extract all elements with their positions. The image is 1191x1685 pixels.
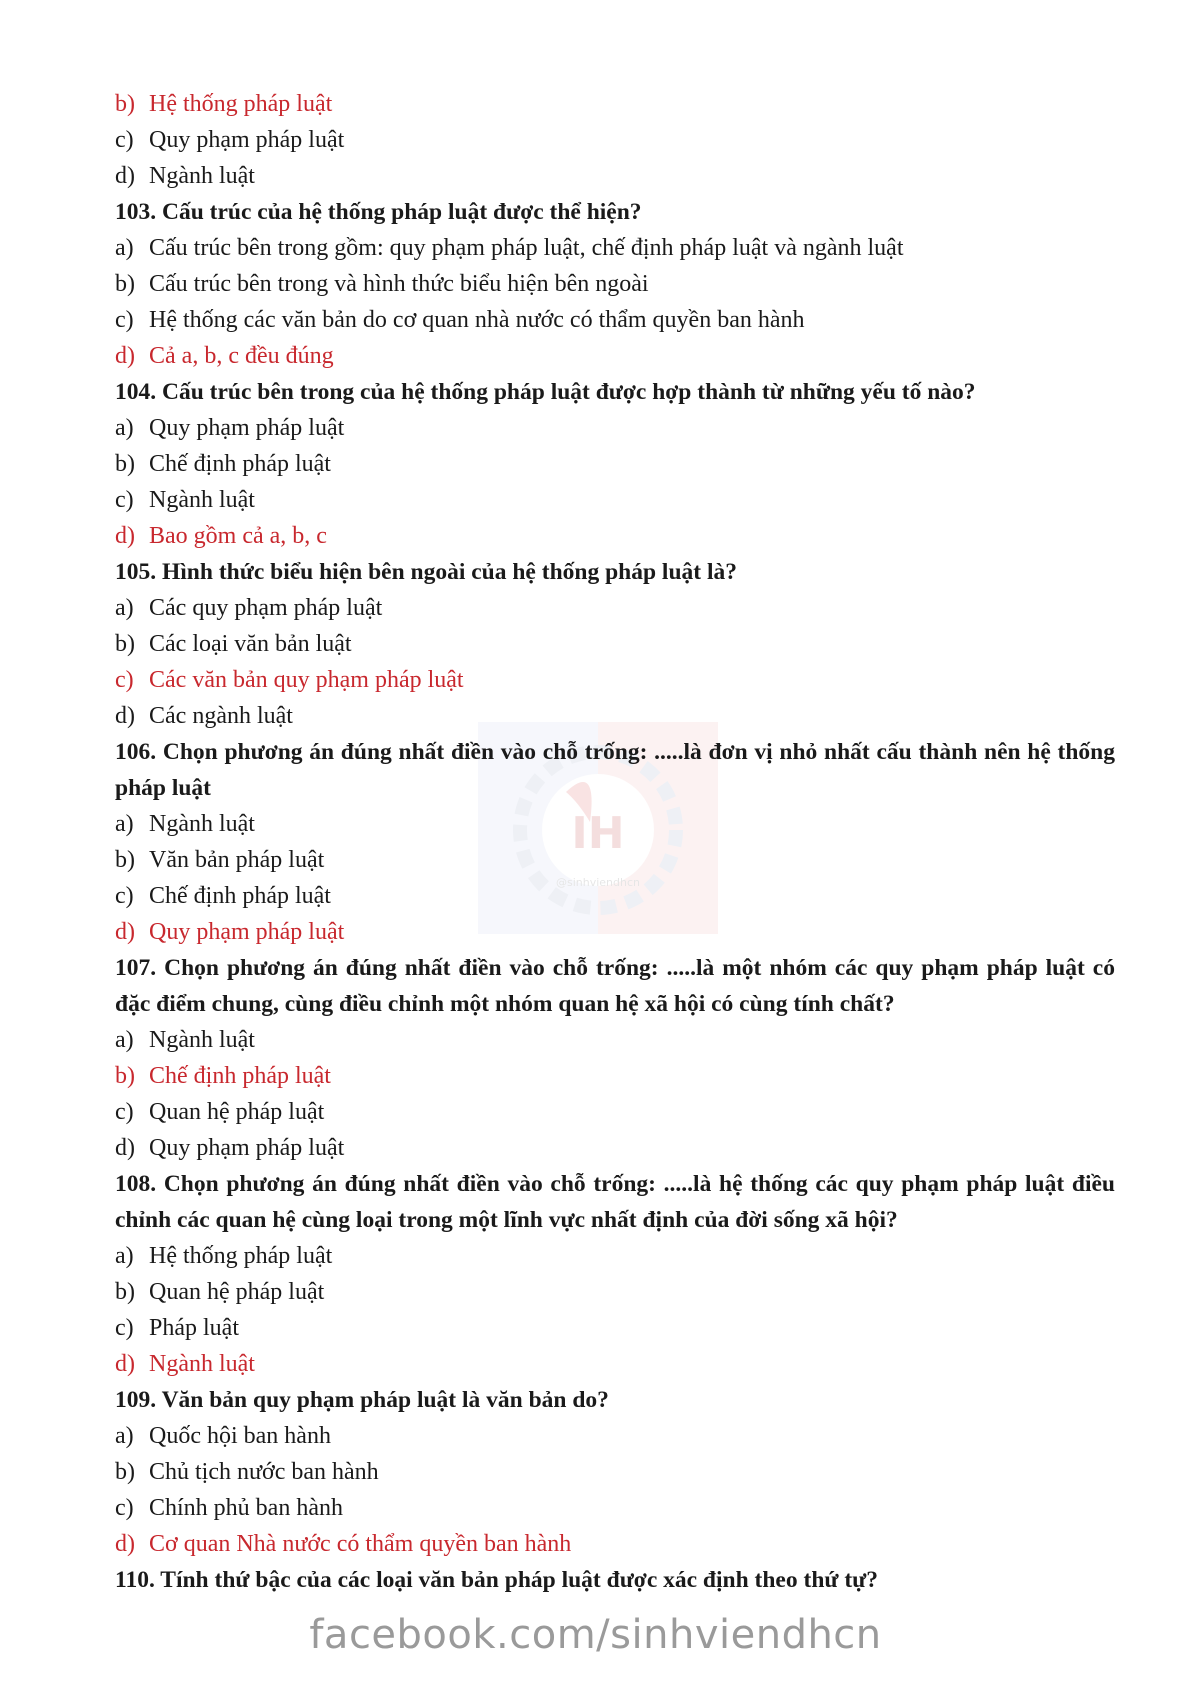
option-text: Chế định pháp luật xyxy=(149,883,331,909)
option-key: d) xyxy=(115,1351,135,1377)
answer-option xyxy=(115,1418,1115,1454)
answer-option-correct xyxy=(115,86,1115,122)
answer-option xyxy=(115,842,1115,878)
option-key: a) xyxy=(115,1423,134,1449)
option-text: Quy phạm pháp luật xyxy=(149,919,345,945)
answer-option xyxy=(115,446,1115,482)
option-text: Các quy phạm pháp luật xyxy=(149,595,383,621)
answer-option xyxy=(115,878,1115,914)
svg-text:IH: IH xyxy=(571,808,625,859)
option-key: b) xyxy=(115,451,135,477)
option-text: Chế định pháp luật xyxy=(149,1063,331,1089)
option-key: c) xyxy=(115,883,134,909)
answer-option xyxy=(115,410,1115,446)
answer-option-correct xyxy=(115,914,1115,950)
answer-option-correct xyxy=(115,1346,1115,1382)
answer-option xyxy=(115,806,1115,842)
answer-option xyxy=(115,698,1115,734)
option-text: Quốc hội ban hành xyxy=(149,1423,331,1449)
option-key: d) xyxy=(115,523,135,549)
option-key: d) xyxy=(115,163,135,189)
option-key: a) xyxy=(115,811,134,837)
option-key: d) xyxy=(115,919,135,945)
option-text: Các ngành luật xyxy=(149,703,293,729)
option-key: b) xyxy=(115,271,135,297)
option-key: c) xyxy=(115,487,134,513)
option-key: a) xyxy=(115,595,134,621)
answer-option-correct xyxy=(115,338,1115,374)
option-text: Quan hệ pháp luật xyxy=(149,1099,325,1125)
answer-option xyxy=(115,1454,1115,1490)
option-text: Quan hệ pháp luật xyxy=(149,1279,325,1305)
question-heading: 104. Cấu trúc bên trong của hệ thống pháp luật được hợp thành từ những yếu tố nào? xyxy=(115,379,976,405)
option-key: b) xyxy=(115,1459,135,1485)
answer-option xyxy=(115,590,1115,626)
option-text: Quy phạm pháp luật xyxy=(149,1135,345,1161)
option-text: Ngành luật xyxy=(149,811,255,837)
answer-option xyxy=(115,230,1115,266)
svg-text:@sinhviendhcn: @sinhviendhcn xyxy=(555,876,641,889)
option-text: Chính phủ ban hành xyxy=(149,1495,343,1521)
option-text: Pháp luật xyxy=(149,1315,239,1341)
option-key: c) xyxy=(115,1099,134,1125)
option-key: d) xyxy=(115,703,135,729)
option-key: b) xyxy=(115,1279,135,1305)
document-page xyxy=(115,86,1115,1598)
answer-option xyxy=(115,1094,1115,1130)
answer-option xyxy=(115,158,1115,194)
question-heading: 108. Chọn phương án đúng nhất điền vào chỗ trống: .....là hệ thống các quy phạm pháp luật điều chỉnh các quan hệ cùng loại trong một lĩnh vực nhất định của đời sống xã hội? xyxy=(115,1171,1115,1233)
answer-option xyxy=(115,122,1115,158)
option-key: a) xyxy=(115,235,134,261)
option-key: c) xyxy=(115,667,134,693)
answer-option xyxy=(115,1130,1115,1166)
option-key: b) xyxy=(115,91,135,117)
option-text: Cơ quan Nhà nước có thẩm quyền ban hành xyxy=(149,1531,572,1557)
answer-option xyxy=(115,1490,1115,1526)
option-text: Ngành luật xyxy=(149,163,255,189)
answer-option-correct xyxy=(115,1058,1115,1094)
option-key: c) xyxy=(115,127,134,153)
answer-option xyxy=(115,1238,1115,1274)
answer-option xyxy=(115,302,1115,338)
option-text: Hệ thống pháp luật xyxy=(149,1243,333,1269)
option-text: Chủ tịch nước ban hành xyxy=(149,1459,379,1485)
option-key: b) xyxy=(115,1063,135,1089)
option-key: a) xyxy=(115,1027,134,1053)
option-key: c) xyxy=(115,1495,134,1521)
option-key: d) xyxy=(115,1135,135,1161)
option-text: Ngành luật xyxy=(149,1351,255,1377)
option-text: Quy phạm pháp luật xyxy=(149,415,345,441)
option-key: c) xyxy=(115,1315,134,1341)
option-text: Các văn bản quy phạm pháp luật xyxy=(149,667,464,693)
footer-link[interactable]: facebook.com/sinhviendhcn xyxy=(309,1612,882,1658)
option-text: Các loại văn bản luật xyxy=(149,631,352,657)
option-key: d) xyxy=(115,343,135,369)
option-text: Bao gồm cả a, b, c xyxy=(149,523,327,549)
option-text: Cả a, b, c đều đúng xyxy=(149,343,334,369)
answer-option-correct xyxy=(115,1526,1115,1562)
answer-option xyxy=(115,482,1115,518)
option-key: a) xyxy=(115,1243,134,1269)
answer-option-correct xyxy=(115,518,1115,554)
answer-option xyxy=(115,1274,1115,1310)
question-heading: 103. Cấu trúc của hệ thống pháp luật được thể hiện? xyxy=(115,199,642,225)
answer-option xyxy=(115,626,1115,662)
answer-option xyxy=(115,266,1115,302)
option-key: b) xyxy=(115,631,135,657)
option-text: Cấu trúc bên trong và hình thức biểu hiện bên ngoài xyxy=(149,271,649,297)
question-heading: 107. Chọn phương án đúng nhất điền vào chỗ trống: .....là một nhóm các quy phạm pháp luật có đặc điểm chung, cùng điều chỉnh một nhóm quan hệ xã hội có cùng tính chất? xyxy=(115,955,1115,1017)
option-key: d) xyxy=(115,1531,135,1557)
option-text: Cấu trúc bên trong gồm: quy phạm pháp luật, chế định pháp luật và ngành luật xyxy=(149,235,904,261)
option-key: b) xyxy=(115,847,135,873)
option-key: a) xyxy=(115,415,134,441)
answer-option xyxy=(115,1310,1115,1346)
question-heading: 105. Hình thức biểu hiện bên ngoài của hệ thống pháp luật là? xyxy=(115,559,737,585)
answer-option xyxy=(115,1022,1115,1058)
question-heading: 109. Văn bản quy phạm pháp luật là văn bản do? xyxy=(115,1387,609,1413)
answer-option-correct xyxy=(115,662,1115,698)
option-text: Hệ thống các văn bản do cơ quan nhà nước có thẩm quyền ban hành xyxy=(149,307,805,333)
question-heading: 106. Chọn phương án đúng nhất điền vào chỗ trống: .....là đơn vị nhỏ nhất cấu thành nên hệ thống pháp luật xyxy=(115,739,1115,801)
option-text: Hệ thống pháp luật xyxy=(149,91,333,117)
question-heading: 110. Tính thứ bậc của các loại văn bản pháp luật được xác định theo thứ tự? xyxy=(115,1567,879,1593)
option-text: Văn bản pháp luật xyxy=(149,847,325,873)
option-text: Chế định pháp luật xyxy=(149,451,331,477)
option-text: Ngành luật xyxy=(149,487,255,513)
option-text: Ngành luật xyxy=(149,1027,255,1053)
option-key: c) xyxy=(115,307,134,333)
option-text: Quy phạm pháp luật xyxy=(149,127,345,153)
